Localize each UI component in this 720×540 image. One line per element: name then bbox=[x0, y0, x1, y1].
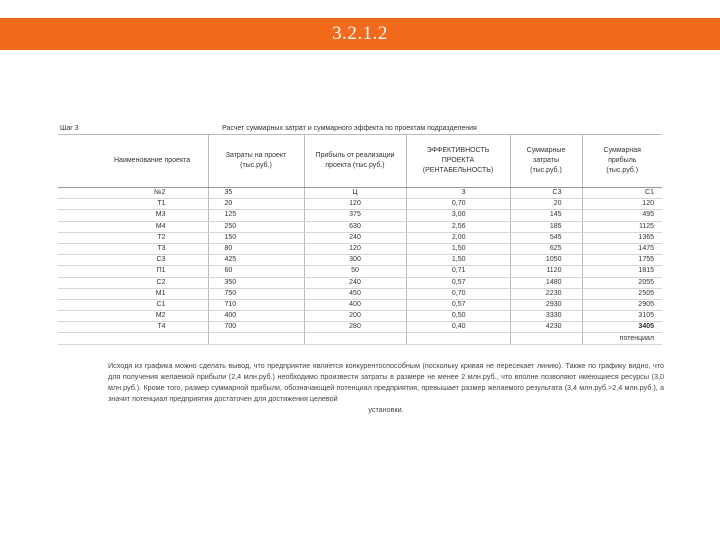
table-cell: 150 bbox=[208, 232, 304, 243]
table-cell: 80 bbox=[208, 243, 304, 254]
table-cell: 630 bbox=[304, 221, 406, 232]
calculation-table bbox=[58, 135, 662, 345]
table-row bbox=[58, 322, 662, 333]
table-cell: 0,71 bbox=[406, 266, 510, 277]
table-row bbox=[58, 288, 662, 299]
table-cell: М1 bbox=[58, 288, 208, 299]
table-cell: С3 bbox=[58, 255, 208, 266]
conclusion-line: превышает размер желаемого результата (3,4 млн.руб.>2,4 млн.руб.), а значит потенциал предприятия достаточен для достижения целевой bbox=[108, 383, 664, 403]
conclusion-line: установки. bbox=[368, 405, 404, 414]
table-cell: С3 bbox=[510, 188, 582, 199]
table-cell: Ц bbox=[304, 188, 406, 199]
calculation-document bbox=[58, 124, 662, 345]
conclusion-text bbox=[108, 360, 664, 415]
table-cell: 0,57 bbox=[406, 299, 510, 310]
table-cell: 3405 bbox=[582, 322, 662, 333]
table-row bbox=[58, 255, 662, 266]
table-row bbox=[58, 210, 662, 221]
table-cell: 2055 bbox=[582, 277, 662, 288]
table-cell: 120 bbox=[304, 199, 406, 210]
conclusion-line: Исходя из графика можно сделать вывод, что предприятие является конкурентоспособным (поскольку кривая не пересекает линию). Также по bbox=[108, 361, 596, 370]
potential-row bbox=[58, 333, 662, 344]
table-row bbox=[58, 266, 662, 277]
table-cell: П1 bbox=[58, 266, 208, 277]
table-cell: 3330 bbox=[510, 311, 582, 322]
table-cell: Т3 bbox=[58, 243, 208, 254]
table-cell: 300 bbox=[304, 255, 406, 266]
table-caption: Расчет суммарных затрат и суммарного эффекта по проектам подразделения bbox=[222, 125, 477, 132]
table-cell: 3,00 bbox=[406, 210, 510, 221]
table-cell: С2 bbox=[58, 277, 208, 288]
table-cell: 450 bbox=[304, 288, 406, 299]
table-cell: Т1 bbox=[58, 199, 208, 210]
table-cell: 120 bbox=[582, 199, 662, 210]
table-row bbox=[58, 199, 662, 210]
conclusion-line: графику видно, что для получения желаемой прибыли (2,4 млн.руб.) необходимо произвести затраты в размере не менее 2 млн.руб., что bbox=[108, 361, 664, 381]
table-cell: 1120 bbox=[510, 266, 582, 277]
table-cell-empty bbox=[406, 333, 510, 344]
table-cell: 2505 bbox=[582, 288, 662, 299]
table-cell: 60 bbox=[208, 266, 304, 277]
table-row bbox=[58, 277, 662, 288]
table-cell: 2905 bbox=[582, 299, 662, 310]
table-cell: С1 bbox=[58, 299, 208, 310]
table-cell: С1 bbox=[582, 188, 662, 199]
table-cell: №2 bbox=[58, 188, 208, 199]
column-header: Прибыль от реализации проекта (тыс.руб.) bbox=[304, 135, 406, 188]
column-header: Суммарные затраты (тыс.руб.) bbox=[510, 135, 582, 188]
table-row bbox=[58, 299, 662, 310]
potential-label: потенциал bbox=[582, 333, 662, 344]
column-header: Наименование проекта bbox=[58, 135, 208, 188]
table-cell: 545 bbox=[510, 232, 582, 243]
table-cell: 1480 bbox=[510, 277, 582, 288]
table-cell: 20 bbox=[208, 199, 304, 210]
table-cell: 400 bbox=[304, 299, 406, 310]
table-cell: 1,50 bbox=[406, 243, 510, 254]
table-cell: 280 bbox=[304, 322, 406, 333]
table-cell: 2,00 bbox=[406, 232, 510, 243]
table-body bbox=[58, 188, 662, 345]
table-cell: 50 bbox=[304, 266, 406, 277]
table-cell: 4230 bbox=[510, 322, 582, 333]
table-cell: Т2 bbox=[58, 232, 208, 243]
table-cell: 2230 bbox=[510, 288, 582, 299]
table-cell-empty bbox=[304, 333, 406, 344]
table-row bbox=[58, 311, 662, 322]
table-cell: 1475 bbox=[582, 243, 662, 254]
table-cell: М2 bbox=[58, 311, 208, 322]
table-cell: 700 bbox=[208, 322, 304, 333]
table-cell-empty bbox=[208, 333, 304, 344]
table-cell: 1365 bbox=[582, 232, 662, 243]
table-cell: 0,57 bbox=[406, 277, 510, 288]
page-title: 3.2.1.2 bbox=[332, 23, 388, 44]
table-cell: 0,40 bbox=[406, 322, 510, 333]
table-cell: М4 bbox=[58, 221, 208, 232]
table-cell: 625 bbox=[510, 243, 582, 254]
table-cell: 240 bbox=[304, 232, 406, 243]
table-cell: 240 bbox=[304, 277, 406, 288]
step-label: Шаг 3 bbox=[60, 125, 79, 132]
table-row bbox=[58, 188, 662, 199]
table-cell: 750 bbox=[208, 288, 304, 299]
table-cell: 0,50 bbox=[406, 311, 510, 322]
table-cell: 350 bbox=[208, 277, 304, 288]
table-cell: 125 bbox=[208, 210, 304, 221]
table-cell: 1815 bbox=[582, 266, 662, 277]
table-cell: М3 bbox=[58, 210, 208, 221]
table-row bbox=[58, 243, 662, 254]
column-header: Суммарная прибыль (тыс.руб.) bbox=[582, 135, 662, 188]
table-cell: 2,56 bbox=[406, 221, 510, 232]
table-cell: 20 bbox=[510, 199, 582, 210]
table-cell: 710 bbox=[208, 299, 304, 310]
table-cell: 375 bbox=[304, 210, 406, 221]
table-cell: 1,50 bbox=[406, 255, 510, 266]
table-cell: 35 bbox=[208, 188, 304, 199]
table-cell: 400 bbox=[208, 311, 304, 322]
table-cell: 1050 bbox=[510, 255, 582, 266]
conclusion-line: вполне позволяют имеющиеся ресурсы (3,0 млн.руб.). Кроме того, размер суммарной прибыли, обозначающей потенциал предприятия, bbox=[108, 372, 664, 392]
table-cell: 1125 bbox=[582, 221, 662, 232]
step-header bbox=[58, 124, 662, 135]
table-cell: 250 bbox=[208, 221, 304, 232]
table-cell: 0,70 bbox=[406, 199, 510, 210]
table-cell: Т4 bbox=[58, 322, 208, 333]
table-row bbox=[58, 221, 662, 232]
table-cell: 185 bbox=[510, 221, 582, 232]
table-cell: 145 bbox=[510, 210, 582, 221]
column-header: Затраты на проект (тыс.руб.) bbox=[208, 135, 304, 188]
table-cell: 425 bbox=[208, 255, 304, 266]
table-cell-empty bbox=[510, 333, 582, 344]
table-cell: 3105 bbox=[582, 311, 662, 322]
table-cell: 1755 bbox=[582, 255, 662, 266]
table-cell-empty bbox=[58, 333, 208, 344]
table-cell: 200 bbox=[304, 311, 406, 322]
table-cell: 0,70 bbox=[406, 288, 510, 299]
table-cell: 495 bbox=[582, 210, 662, 221]
table-row bbox=[58, 232, 662, 243]
column-header: ЭФФЕКТИВНОСТЬ ПРОЕКТА (РЕНТАБЕЛЬНОСТЬ) bbox=[406, 135, 510, 188]
table-cell: 3 bbox=[406, 188, 510, 199]
title-bar bbox=[0, 18, 720, 50]
table-cell: 120 bbox=[304, 243, 406, 254]
table-header-row bbox=[58, 135, 662, 188]
table-cell: 2930 bbox=[510, 299, 582, 310]
